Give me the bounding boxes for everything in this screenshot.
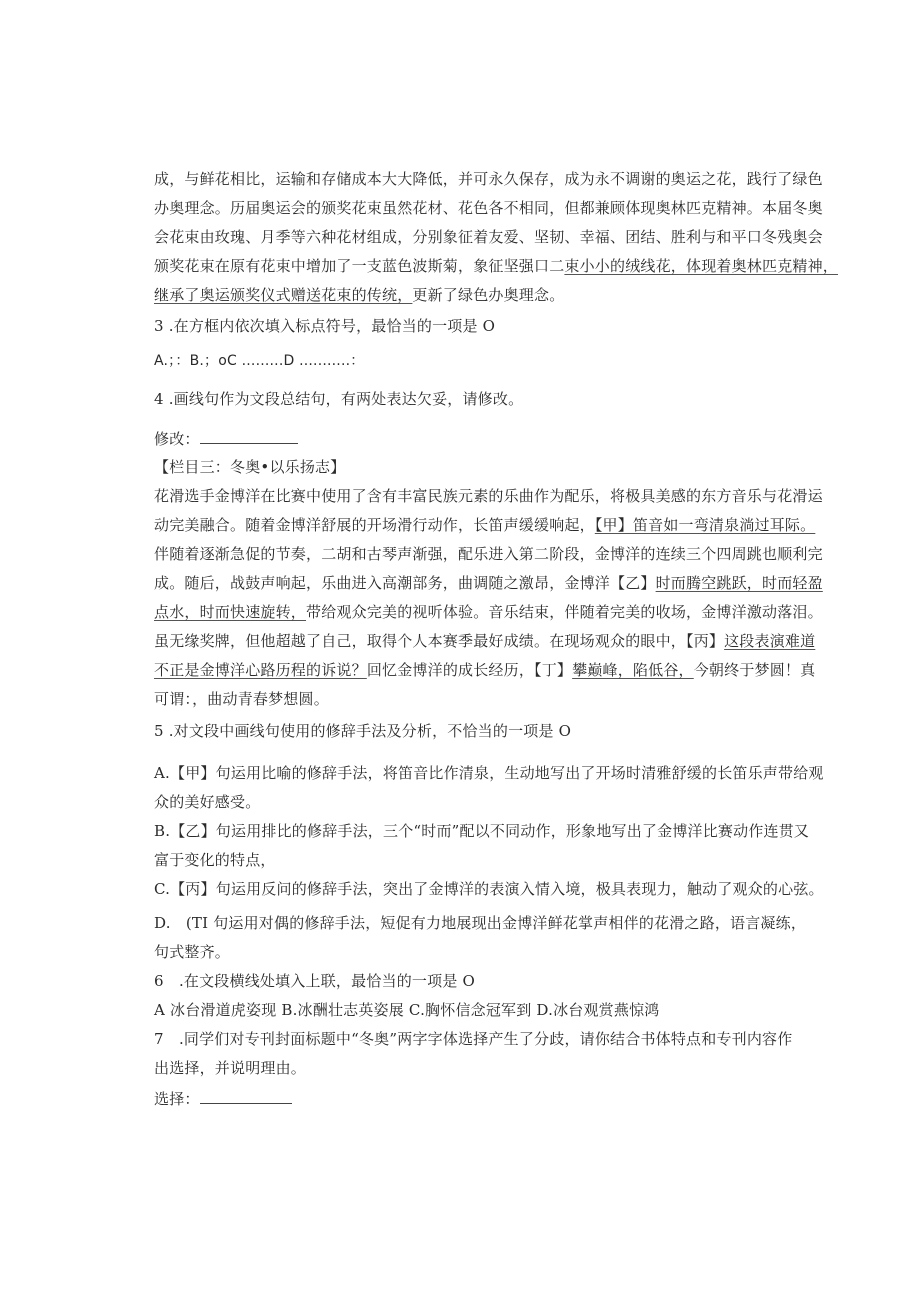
section3-line2 bbox=[154, 514, 815, 536]
question-5-stem: 5 .对文段中画线句使用的修辞手法及分析，不恰当的一项是 O bbox=[154, 722, 572, 740]
section3-line1: 花滑选手金博洋在比赛中使用了含有丰富民族元素的乐曲作为配乐，将极具美感的东方音乐与花滑运 bbox=[154, 487, 823, 505]
question-7-stem-line1: 7 .同学们对专刊封面标题中“冬奥”两字字体选择产生了分歧，请你结合书体特点和专刊内容作 bbox=[154, 1030, 793, 1048]
section3-line4 bbox=[154, 572, 823, 594]
section3-line6 bbox=[154, 630, 815, 652]
question-5-option-a-line2: 众的美好感受。 bbox=[154, 793, 261, 811]
question-5-option-d-line1: D. (TI 句运用对偶的修辞手法，短促有力地展现出金博洋鲜花掌声相伴的花滑之路，语言凝练， bbox=[154, 914, 807, 932]
question-3-options: A.；：B.；oC .........D ...........： bbox=[154, 353, 365, 369]
underlined-summary-sentence-part1: 束小小的绒线花，体现着奥林匹克精神， bbox=[564, 257, 839, 275]
question-3-stem: 3 .在方框内依次填入标点符号，最恰当的一项是 O bbox=[154, 317, 496, 335]
question-5-option-b-line1: B.【乙】句运用排比的修辞手法，三个“时而”配以不同动作，形象地写出了金博洋比赛动作连贯又 bbox=[154, 822, 810, 840]
question-7-answer-blank[interactable] bbox=[200, 1089, 292, 1104]
question-7-answer bbox=[154, 1088, 292, 1110]
question-4-answer-blank[interactable] bbox=[200, 429, 298, 444]
section3-line7-text-b: 今朝终于梦圆！真 bbox=[693, 661, 816, 679]
passage1-line2: 办奥理念。历届奥运会的颁奖花束虽然花材、花色各不相同，但都兼顾体现奥林匹克精神。本届冬奥 bbox=[154, 199, 823, 217]
passage1-line3: 会花束由玫瑰、月季等六种花材组成，分别象征着友爱、坚韧、幸福、团结、胜利与和平口冬残奥会 bbox=[154, 228, 823, 246]
section3-line3: 伴随着逐渐急促的节奏，二胡和古琴声渐强，配乐进入第二阶段，金博洋的连续三个四周跳也顺利完 bbox=[154, 545, 823, 563]
question-6-stem: 6 .在文段横线处填入上联，最恰当的一项是 O bbox=[154, 972, 475, 990]
passage1-line4 bbox=[154, 255, 838, 277]
section3-line8: 可谓：，曲动青春梦想圆。 bbox=[154, 690, 329, 708]
question-4-answer-label: 修改： bbox=[154, 430, 200, 448]
underlined-sentence-yi-part2: 点水，时而快速旋转， bbox=[154, 603, 307, 621]
section3-line4-text: 成。随后，战鼓声响起，乐曲进入高潮部务，曲调随之激昂，金博洋【乙】 bbox=[154, 574, 656, 592]
passage1-line4-text: 颁奖花束在原有花束中增加了一支蓝色波斯菊，象征坚强口二 bbox=[154, 257, 565, 275]
question-5-option-c: C.【丙】句运用反问的修辞手法，突出了金博洋的表演入情入境，极具表现力，触动了观众的心弦。 bbox=[154, 880, 824, 898]
question-7-stem-line2: 出选择，并说明理由。 bbox=[154, 1059, 307, 1077]
underlined-sentence-bing-part2: 不正是金博洋心路历程的诉说？ bbox=[154, 661, 367, 679]
section-3-title: 【栏目三：冬奥•以乐扬志】 bbox=[154, 458, 346, 476]
section3-line7 bbox=[154, 659, 815, 681]
underlined-sentence-yi-part1: 时而腾空跳跃，时而轻盈 bbox=[655, 574, 823, 592]
question-4-answer bbox=[154, 428, 298, 450]
passage1-line5 bbox=[154, 284, 564, 306]
passage1-line5-text: 更新了绿色办奥理念。 bbox=[412, 286, 565, 304]
question-5-option-b-line2: 富于变化的特点， bbox=[154, 851, 276, 869]
passage1-line1: 成，与鲜花相比，运输和存储成本大大降低，并可永久保存，成为永不调谢的奥运之花，践行了绿色 bbox=[154, 170, 823, 188]
question-4-stem: 4 .画线句作为文段总结句，有两处表达欠妥，请修改。 bbox=[154, 390, 524, 408]
section3-line2-text: 动完美融合。随着金博洋舒展的开场滑行动作，长笛声缓缓响起， bbox=[154, 516, 595, 534]
section3-line7-text-a: 回忆金博洋的成长经历，【丁】 bbox=[366, 661, 573, 679]
question-7-answer-label: 选择： bbox=[154, 1090, 200, 1108]
underlined-sentence-bing-part1: 这段表演难道 bbox=[724, 632, 816, 650]
section3-line5-text: 带给观众完美的视听体验。音乐结束，伴随着完美的收场，金博洋激动落泪。 bbox=[306, 603, 823, 621]
question-5-option-a-line1: A.【甲】句运用比喻的修辞手法，将笛音比作清泉，生动地写出了开场时清雅舒缓的长笛乐声带给观 bbox=[154, 764, 824, 782]
underlined-summary-sentence-part2: 继承了奥运颁奖仪式赠送花束的传统， bbox=[154, 286, 413, 304]
section3-line5 bbox=[154, 601, 823, 623]
question-6-options: A 冰台滑道虎姿现 B.冰酬壮志英姿展 C.胸怀信念冠军到 D.冰台观赏燕惊鸿 bbox=[154, 1001, 660, 1019]
section3-line6-text: 虽无缘奖牌，但他超越了自己，取得个人本赛季最好成绩。在现场观众的眼中，【丙】 bbox=[154, 632, 725, 650]
underlined-sentence-jia: 【甲】笛音如一弯清泉淌过耳际。 bbox=[594, 516, 816, 534]
underlined-sentence-ding: 攀巅峰，陷低谷， bbox=[572, 661, 694, 679]
question-5-option-d-line2: 句式整齐。 bbox=[154, 943, 231, 961]
